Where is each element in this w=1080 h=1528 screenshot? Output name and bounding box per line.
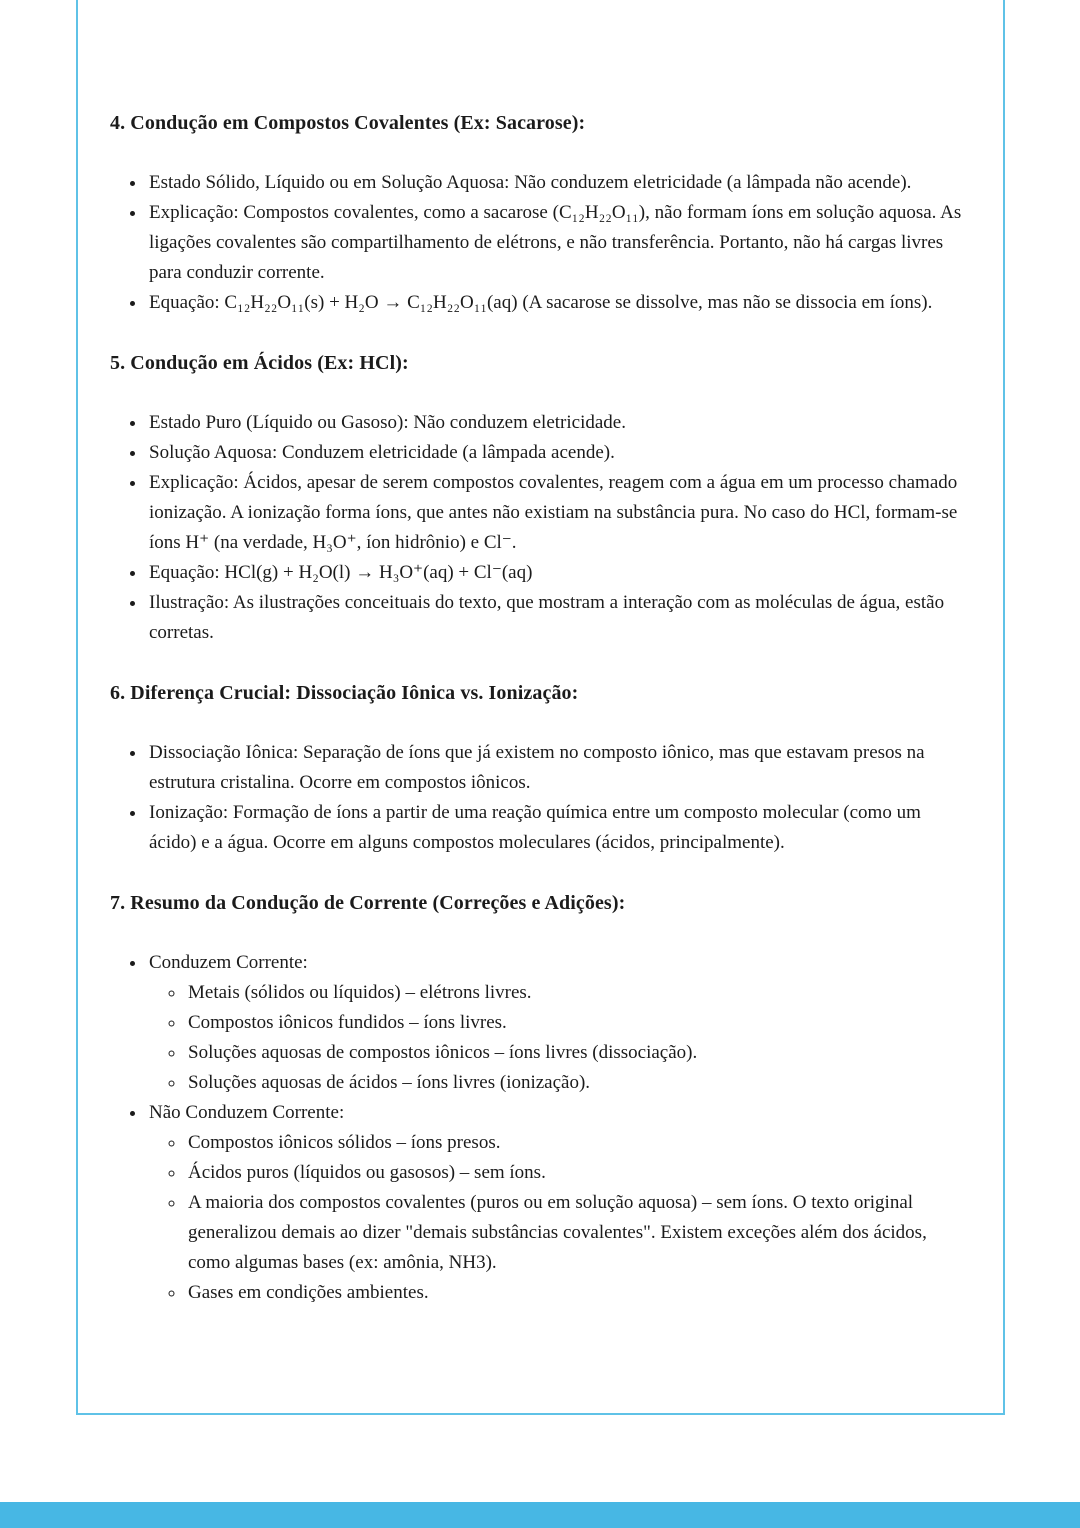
section-heading: 4. Condução em Compostos Covalentes (Ex: Sacarose): [110,112,586,134]
bullet-list [110,168,973,318]
bullet-item [147,738,973,798]
bullet-text: Ionização: Formação de íons a partir de uma reação química entre um composto molecular (como um ácido) e a água. Ocorre em alguns compostos moleculares (ácidos, principalmente). [149,802,921,853]
sub-bullet-item [186,1278,973,1308]
section [110,348,973,648]
sub-bullet-item [186,1128,973,1158]
bullet-item [147,408,973,438]
sub-bullet-item [186,1188,973,1278]
bullet-item [147,198,973,288]
bullet-item [147,948,973,1098]
bullet-text: Estado Sólido, Líquido ou em Solução Aquosa: Não conduzem eletricidade (a lâmpada não acende). [149,172,912,193]
bullet-text: Solução Aquosa: Conduzem eletricidade (a lâmpada acende). [149,442,615,463]
bottom-accent-bar [0,1502,1080,1528]
bullet-text: Explicação: Compostos covalentes, como a sacarose (C₁₂H₂₂O₁₁), não formam íons em solução aquosa. As ligações covalentes são compartilhamento de elétrons, e não transferência. Portanto, não há cargas livres para conduzir corrente. [149,202,962,283]
bullet-text: Estado Puro (Líquido ou Gasoso): Não conduzem eletricidade. [149,412,626,433]
sub-bullet-text: Gases em condições ambientes. [188,1282,429,1303]
sub-bullet-list [149,978,973,1098]
section [110,678,973,858]
bullet-item [147,438,973,468]
bullet-list [110,738,973,858]
bullet-text: Conduzem Corrente: [149,952,308,973]
bullet-item [147,288,973,318]
sub-bullet-item [186,1038,973,1068]
section-heading: 6. Diferença Crucial: Dissociação Iônica vs. Ionização: [110,682,579,704]
document-page-frame [76,0,1005,1415]
bullet-item [147,558,973,588]
sub-bullet-item [186,978,973,1008]
bullet-text: Equação: C₁₂H₂₂O₁₁(s) + H₂O → C₁₂H₂₂O₁₁(aq) (A sacarose se dissolve, mas não se dissocia em íons). [149,292,933,313]
bullet-text: Ilustração: As ilustrações conceituais do texto, que mostram a interação com as moléculas de água, estão corretas. [149,592,945,643]
bullet-list [110,948,973,1308]
section-heading: 5. Condução em Ácidos (Ex: HCl): [110,352,409,374]
section [110,888,973,1308]
sub-bullet-text: Ácidos puros (líquidos ou gasosos) – sem íons. [188,1162,546,1183]
bullet-item [147,168,973,198]
bullet-text: Explicação: Ácidos, apesar de serem compostos covalentes, reagem com a água em um processo chamado ionização. A ionização forma íons, que antes não existiam na substância pura. No caso do HCl, formam-se íons H⁺ (na verdade, H₃O⁺, íon hidrônio) e Cl⁻. [149,472,958,553]
bullet-text: Equação: HCl(g) + H₂O(l) → H₃O⁺(aq) + Cl⁻(aq) [149,562,533,583]
sub-bullet-text: Compostos iônicos fundidos – íons livres. [188,1012,507,1033]
sub-bullet-item [186,1068,973,1098]
bullet-text: Dissociação Iônica: Separação de íons que já existem no composto iônico, mas que estavam presos na estrutura cristalina. Ocorre em compostos iônicos. [149,742,925,793]
sub-bullet-text: Soluções aquosas de compostos iônicos – íons livres (dissociação). [188,1042,698,1063]
sub-bullet-text: Soluções aquosas de ácidos – íons livres (ionização). [188,1072,591,1093]
section [110,108,973,318]
bullet-item [147,798,973,858]
sub-bullet-item [186,1158,973,1188]
bullet-item [147,588,973,648]
sub-bullet-text: A maioria dos compostos covalentes (puros ou em solução aquosa) – sem íons. O texto original generalizou demais ao dizer "demais substâncias covalentes". Existem exceções além dos ácidos, como algumas bases (ex: amônia, NH3). [188,1192,927,1273]
section-heading: 7. Resumo da Condução de Corrente (Correções e Adições): [110,892,626,914]
bullet-text: Não Conduzem Corrente: [149,1102,345,1123]
sub-bullet-text: Compostos iônicos sólidos – íons presos. [188,1132,501,1153]
sub-bullet-item [186,1008,973,1038]
bullet-item [147,1098,973,1308]
bullet-list [110,408,973,648]
document-body [78,0,1003,1308]
sub-bullet-list [149,1128,973,1308]
sub-bullet-text: Metais (sólidos ou líquidos) – elétrons livres. [188,982,532,1003]
bullet-item [147,468,973,558]
